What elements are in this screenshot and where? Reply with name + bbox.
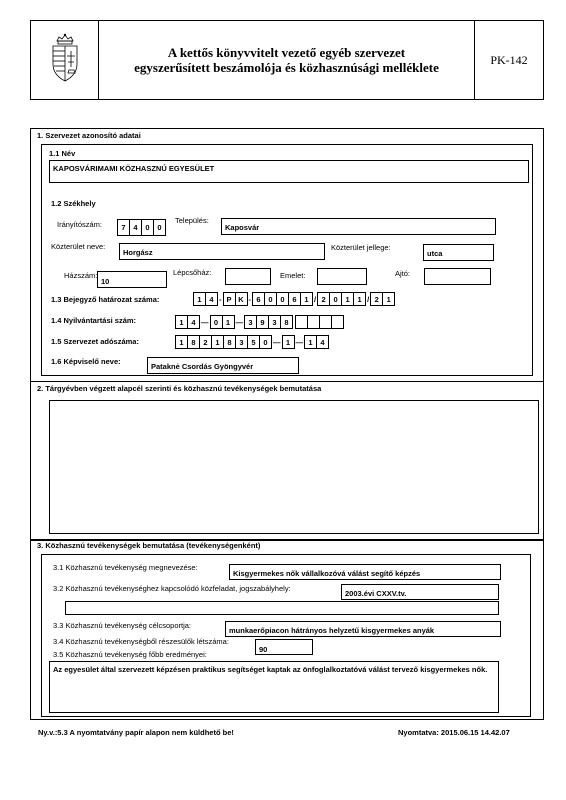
separator: — [201, 317, 209, 327]
print-timestamp: Nyomtatva: 2015.06.15 14.42.07 [398, 728, 510, 737]
results-field[interactable]: Az egyesület által szervezett képzésen praktikus segítséget kaptak az önfoglalkoztatóvá válást tervező kisgyermekes nők. [49, 661, 499, 713]
section-2 [30, 382, 544, 540]
rec-group-cell [296, 316, 307, 328]
rec-group[interactable] [295, 315, 344, 329]
separator: — [235, 317, 243, 327]
reg-group[interactable] [193, 292, 218, 306]
zip-digits-cell: 0 [153, 220, 165, 235]
reg-group-cell: 6 [288, 293, 300, 305]
form-header [30, 20, 544, 100]
floor-label: Emelet: [280, 271, 306, 280]
reg-group-cell: 0 [276, 293, 288, 305]
zip-field[interactable] [117, 217, 166, 234]
tax-group-cell: 4 [316, 336, 328, 348]
zip-digits-cell: 4 [129, 220, 141, 235]
zip-digits[interactable] [117, 219, 166, 236]
reg-group-cell: 4 [205, 293, 217, 305]
separator: — [273, 337, 281, 347]
tax-group-cell: 3 [235, 336, 247, 348]
separator: / [367, 294, 370, 304]
rec-group-cell: 0 [213, 317, 219, 327]
rec-group-cell: 3 [268, 316, 280, 328]
tax-group[interactable] [282, 335, 295, 349]
tax-group-cell: 1 [285, 337, 291, 347]
reg-group[interactable] [317, 292, 366, 306]
rec-group-cell: 8 [280, 316, 292, 328]
house-field[interactable]: 10 [97, 271, 167, 288]
public-task-label: 3.2 Közhasznú tevékenységhez kapcsolódó közfeladat, jogszabályhely: [53, 584, 291, 593]
form-title-line1: A kettős könyvvitelt vezető egyéb szervezet [167, 45, 406, 60]
beneficiaries-label: 3.4 Közhasznú tevékenységből részesülők létszáma: [53, 637, 229, 646]
door-label: Ajtó: [395, 269, 411, 278]
tax-group[interactable] [175, 335, 272, 349]
name-label: 1.1 Név [49, 149, 76, 158]
registration-label: 1.3 Bejegyző határozat száma: [51, 295, 160, 304]
separator: / [314, 294, 317, 304]
reg-group-cell: 6 [256, 294, 261, 304]
tax-group-cell: 2 [199, 336, 211, 348]
tax-group-cell: 1 [308, 337, 313, 347]
separator: - [219, 294, 222, 304]
activity-name-field[interactable]: Kisgyermekes nők vállalkozóvá válást segítő képzés [229, 564, 501, 580]
reg-group-cell: 1 [300, 293, 312, 305]
reg-group-cell: 2 [321, 294, 326, 304]
tax-group-cell: 1 [211, 336, 223, 348]
rec-group-cell [307, 316, 319, 328]
tax-number-field[interactable] [175, 335, 329, 349]
separator: - [248, 294, 251, 304]
tax-group-cell: 1 [179, 337, 184, 347]
seat-label: 1.2 Székhely [51, 199, 96, 208]
zip-digits-cell: 7 [121, 223, 126, 232]
coat-of-arms-cell [31, 21, 99, 99]
reg-group-cell: 1 [341, 293, 353, 305]
reg-group-cell: 2 [374, 294, 379, 304]
reg-group-cell: 1 [382, 293, 394, 305]
public-task-field[interactable]: 2003.évi CXXV.tv. [341, 584, 499, 600]
stair-label: Lépcsőház: [173, 268, 212, 277]
rec-group-cell: 3 [248, 317, 253, 327]
reg-group-cell: 1 [197, 294, 202, 304]
separator: — [295, 337, 303, 347]
floor-field[interactable] [317, 268, 367, 285]
footer-notice: Ny.v.:5.3 A nyomtatvány papír alapon nem küldhető be! [38, 728, 234, 737]
door-field[interactable] [424, 268, 491, 285]
section-3 [30, 540, 544, 720]
reg-group-cell: 0 [329, 293, 341, 305]
rec-group[interactable] [244, 315, 293, 329]
tax-group-cell: 8 [187, 336, 199, 348]
rec-group[interactable] [175, 315, 200, 329]
street-type-field[interactable]: utca [423, 244, 494, 261]
reg-group[interactable] [370, 292, 395, 306]
city-field[interactable]: Kaposvár [221, 218, 496, 235]
record-number-field[interactable] [175, 315, 344, 329]
form-title [99, 21, 475, 99]
public-task-extra-field[interactable] [65, 601, 499, 615]
section-2-title: 2. Tárgyévben végzett alapcél szerinti és közhasznú tevékenységek bemutatása [37, 384, 322, 393]
section-1-title: 1. Szervezet azonosító adatai [37, 131, 141, 140]
reg-group-cell: 1 [353, 293, 365, 305]
rec-group-cell: 9 [256, 316, 268, 328]
zip-label: Irányítószám: [57, 220, 103, 229]
tax-group[interactable] [304, 335, 329, 349]
tax-group-cell: 0 [259, 336, 271, 348]
results-label: 3.5 Közhasznú tevékenység főbb eredményei: [53, 650, 207, 659]
record-label: 1.4 Nyilvántartási szám: [51, 316, 137, 325]
section-1 [30, 128, 544, 382]
street-label: Közterület neve: [51, 242, 106, 251]
rec-group-cell: 4 [187, 316, 199, 328]
organization-name-field[interactable]: KAPOSVÁRIMAMI KÖZHASZNÚ EGYESÜLET [49, 160, 529, 183]
rec-group-cell [319, 316, 331, 328]
section-3-title: 3. Közhasznú tevékenységek bemutatása (tevékenységenként) [37, 541, 261, 550]
representative-field[interactable]: Pataknė Csordás Gyöngyvér [147, 357, 299, 374]
reg-group-cell: K [235, 293, 247, 305]
tax-group-cell: 5 [247, 336, 259, 348]
street-field[interactable]: Horgász [119, 243, 325, 260]
representative-label: 1.6 Képviselő neve: [51, 357, 121, 366]
form-title-line2: egyszerűsített beszámolója és közhasznúsági melléklete [134, 60, 439, 75]
tax-label: 1.5 Szervezet adószáma: [51, 337, 139, 346]
activities-description-field[interactable] [49, 400, 539, 534]
reg-group-cell: P [226, 294, 232, 304]
rec-group-cell: 1 [179, 317, 184, 327]
registration-number-field[interactable] [193, 292, 395, 306]
reg-group-cell: 0 [264, 293, 276, 305]
rec-group-cell: 1 [222, 316, 234, 328]
rec-group[interactable] [210, 315, 235, 329]
reg-group[interactable] [223, 292, 248, 306]
target-group-field[interactable]: munkaerőpiacon hátrányos helyzetű kisgyermekes anyák [225, 621, 501, 637]
stair-field[interactable] [225, 268, 271, 285]
reg-group[interactable] [252, 292, 313, 306]
zip-digits-cell: 0 [141, 220, 153, 235]
target-group-label: 3.3 Közhasznú tevékenység célcsoportja: [53, 621, 191, 630]
coat-of-arms-icon [31, 21, 99, 99]
city-label: Település: [175, 216, 209, 225]
house-label: Házszám: [64, 271, 98, 280]
tax-group-cell: 8 [223, 336, 235, 348]
beneficiaries-field[interactable]: 90 [255, 639, 313, 655]
rec-group-cell [331, 316, 343, 328]
form-code: PK-142 [490, 52, 528, 67]
activity-name-label: 3.1 Közhasznú tevékenység megnevezése: [53, 563, 198, 572]
street-type-label: Közterület jellege: [331, 243, 391, 252]
